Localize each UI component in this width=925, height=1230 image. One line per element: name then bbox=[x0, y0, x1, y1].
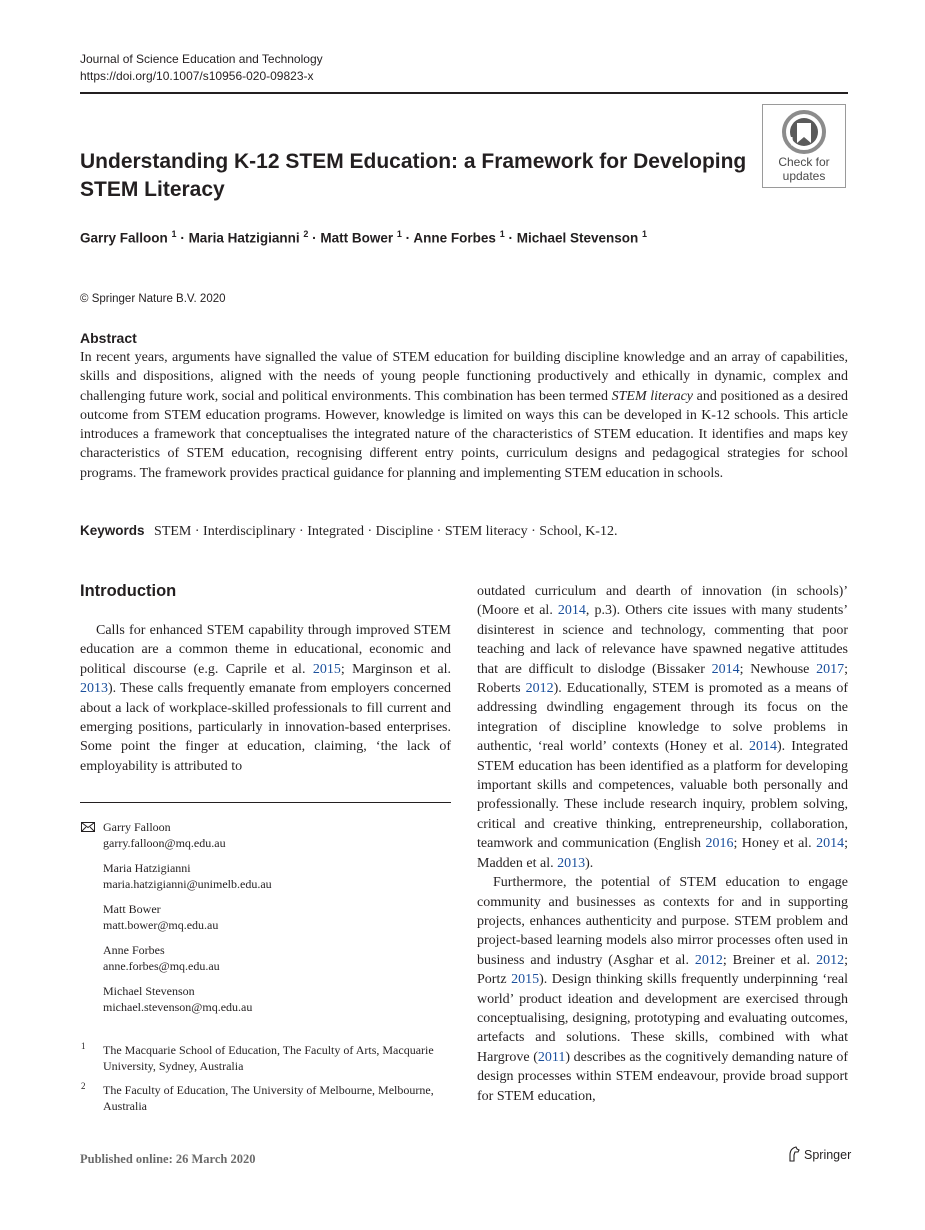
citation-year-link[interactable]: 2015 bbox=[511, 972, 540, 988]
author-separator: · bbox=[308, 230, 321, 246]
contact-name: Michael Stevenson bbox=[103, 984, 195, 998]
body-text: ; Portz bbox=[477, 952, 848, 988]
abstract-heading: Abstract bbox=[80, 330, 137, 346]
affiliation bbox=[80, 1043, 460, 1074]
copyright-icon: © bbox=[80, 293, 89, 305]
author-separator: · bbox=[504, 230, 517, 246]
body-text: ). Design thinking skills frequently underpinning ‘real world’ product ideation and development are exercised through conceptualising, designing, prototyping and evaluating outcomes, artefacts and solutions. These skills, combined with what Hargrove ( bbox=[477, 972, 848, 1065]
citation-year-link[interactable]: 2011 bbox=[537, 1049, 566, 1065]
paper-title: Understanding K-12 STEM Education: a Framework for Developing STEM Literacy bbox=[80, 150, 747, 201]
body-text: ). These calls frequently emanate from employers concerned about a lack of workplace-skilled professionals to fill current and emerging positions, particularly in innovation-based enterprises. Some point the finger at education, claiming, ‘the lack of employability is attributed to bbox=[80, 681, 451, 774]
contact-email[interactable]: garry.falloon@mq.edu.au bbox=[103, 836, 226, 850]
citation-year-link[interactable]: 2013 bbox=[80, 681, 108, 697]
author-affiliation-number: 2 bbox=[303, 229, 309, 239]
citation-year-link[interactable]: 2012 bbox=[816, 952, 845, 968]
badge-label-2: updates bbox=[782, 169, 826, 183]
contact-email[interactable]: anne.forbes@mq.edu.au bbox=[103, 959, 220, 973]
author-affiliation-number: 1 bbox=[396, 229, 402, 239]
body-text: ). Integrated STEM education has been identified as a platform for developing important skills and competences, valuable both personally and professionally. These include research inquiry, problem solving, critical and creative thinking, entrepreneurship, collaboration, teamwork and communication (English bbox=[477, 739, 848, 852]
citation-year-link[interactable]: 2014 bbox=[711, 661, 740, 677]
affiliation-text: The Macquarie School of Education, The Faculty of Arts, Macquarie University, Sydney, Australia bbox=[103, 1043, 434, 1073]
body-text: ; Roberts bbox=[477, 661, 848, 697]
body-text: ) describes as the cognitively demanding nature of design processes within STEM endeavour, provide broad support for STEM education, bbox=[477, 1049, 848, 1104]
body-text: ; Honey et al. bbox=[733, 836, 817, 852]
citation-year-link[interactable]: 2014 bbox=[816, 836, 845, 852]
footnote-rule bbox=[80, 802, 451, 803]
copyright-text: Springer Nature B.V. 2020 bbox=[91, 293, 226, 305]
introduction-heading: Introduction bbox=[80, 582, 177, 600]
body-text: ; Breiner et al. bbox=[722, 952, 817, 968]
author-affiliation-number: 1 bbox=[642, 229, 648, 239]
contact-email[interactable]: maria.hatzigianni@unimelb.edu.au bbox=[103, 877, 272, 891]
affiliation bbox=[80, 1083, 460, 1114]
springer-logo bbox=[787, 1146, 851, 1162]
right-column bbox=[477, 582, 848, 1106]
check-for-updates-badge[interactable] bbox=[762, 104, 846, 188]
contact-name: Garry Falloon bbox=[103, 820, 171, 834]
doi-link[interactable]: https://doi.org/10.1007/s10956-020-09823-x bbox=[80, 69, 314, 83]
author-contact bbox=[80, 983, 460, 1015]
author-affiliation-number: 1 bbox=[171, 229, 177, 239]
contact-email[interactable]: matt.bower@mq.edu.au bbox=[103, 918, 219, 932]
body-text: Furthermore, the potential of STEM education to engage community and businesses as contexts for and in supporting projects, enhances authenticity and purpose. STEM problem and project-based learning models also mirror processes often used in business and industry (Asghar et al. bbox=[477, 875, 848, 968]
author-contact bbox=[80, 860, 460, 892]
citation-year-link[interactable]: 2014 bbox=[748, 739, 777, 755]
author-list bbox=[80, 229, 860, 246]
author-separator: · bbox=[401, 230, 414, 246]
author-contact bbox=[80, 819, 460, 851]
springer-horse-icon bbox=[787, 1146, 801, 1162]
citation-year-link[interactable]: 2016 bbox=[705, 836, 734, 852]
author-name[interactable]: Michael Stevenson bbox=[516, 230, 639, 246]
intro-paragraph-1 bbox=[80, 621, 451, 776]
abstract-body bbox=[80, 348, 848, 483]
body-text: ; Marginson et al. bbox=[340, 661, 451, 677]
abstract-text-1: In recent years, arguments have signalled the value of STEM education for building discipline knowledge and an array of capabilities, skills and dispositions, aligned with the needs of young people functioning productively and ethically in dynamic, complex and challenging future work, social and political environments. This combination has been termed bbox=[80, 350, 848, 404]
keywords-label: Keywords bbox=[80, 523, 145, 538]
affiliation-number: 2 bbox=[81, 1081, 86, 1091]
intro-paragraph-1-continued bbox=[477, 582, 848, 873]
body-text: outdated curriculum and dearth of innovation (in schools)’ (Moore et al. bbox=[477, 584, 848, 619]
journal-header bbox=[80, 51, 323, 85]
published-date: Published online: 26 March 2020 bbox=[80, 1152, 256, 1166]
citation-year-link[interactable]: 2012 bbox=[694, 952, 723, 968]
citation-year-link[interactable]: 2014 bbox=[557, 603, 586, 619]
left-column bbox=[80, 621, 451, 776]
author-contact bbox=[80, 942, 460, 974]
journal-name: Journal of Science Education and Technology bbox=[80, 52, 323, 66]
copyright-notice bbox=[80, 293, 226, 305]
body-text: ). bbox=[585, 855, 594, 871]
body-text: ). Educationally, STEM is promoted as a means of addressing dwindling engagement through its focus on the integration of discipline knowledge to solve problems in authentic, ‘real world’ contexts (Honey et al. bbox=[477, 681, 848, 755]
contact-name: Maria Hatzigianni bbox=[103, 861, 191, 875]
envelope-icon bbox=[81, 822, 95, 832]
contact-name: Anne Forbes bbox=[103, 943, 165, 957]
check-for-updates-icon bbox=[781, 109, 827, 155]
citation-year-link[interactable]: 2013 bbox=[557, 855, 586, 871]
affiliation-text: The Faculty of Education, The University of Melbourne, Melbourne, Australia bbox=[103, 1083, 434, 1113]
body-text: , p.3). Others cite issues with many students’ disinterest in science and technology, commenting that poor teaching and lack of relevance have spawned negative attitudes that are difficult to dislodge (Bissaker bbox=[477, 603, 849, 677]
author-name[interactable]: Maria Hatzigianni bbox=[188, 230, 300, 246]
citation-year-link[interactable]: 2015 bbox=[312, 661, 341, 677]
citation-year-link[interactable]: 2012 bbox=[525, 681, 554, 697]
contact-name: Matt Bower bbox=[103, 902, 161, 916]
author-name[interactable]: Matt Bower bbox=[320, 230, 394, 246]
author-contacts bbox=[80, 819, 460, 1024]
affiliation-number: 1 bbox=[81, 1041, 86, 1051]
intro-paragraph-2 bbox=[477, 873, 848, 1106]
author-affiliations bbox=[80, 1043, 460, 1123]
author-name[interactable]: Anne Forbes bbox=[413, 230, 496, 246]
keywords-text: STEM · Interdisciplinary · Integrated · Discipline · STEM literacy · School, K-12. bbox=[154, 524, 618, 539]
badge-label-1: Check for bbox=[778, 155, 830, 169]
abstract-italic-term: STEM literacy bbox=[611, 388, 693, 404]
author-name[interactable]: Garry Falloon bbox=[80, 230, 168, 246]
publisher-name: Springer bbox=[804, 1148, 852, 1162]
contact-email[interactable]: michael.stevenson@mq.edu.au bbox=[103, 1000, 253, 1014]
author-separator: · bbox=[176, 230, 189, 246]
author-affiliation-number: 1 bbox=[499, 229, 505, 239]
body-text: ; Newhouse bbox=[739, 661, 817, 677]
body-text: ; Madden et al. bbox=[477, 836, 848, 871]
keywords bbox=[80, 523, 848, 540]
body-text: Calls for enhanced STEM capability through improved STEM education are a common theme in educational, economic and political discourse (e.g. Caprile et al. bbox=[80, 623, 451, 677]
author-contact bbox=[80, 901, 460, 933]
header-rule bbox=[80, 92, 848, 94]
citation-year-link[interactable]: 2017 bbox=[816, 661, 845, 677]
abstract-text-2: and positioned as a desired outcome from STEM education programs. However, knowledge is limited on ways this can be developed in K-12 schools. This article introduces a framework that conceptualises the integrated nature of the characteristics of STEM education. It identifies and maps key characteristics of STEM education, recognising different entry points, curriculum designs and pedagogical strategies for school programs. The framework provides practical guidance for planning and implementing STEM education in schools. bbox=[80, 388, 848, 481]
